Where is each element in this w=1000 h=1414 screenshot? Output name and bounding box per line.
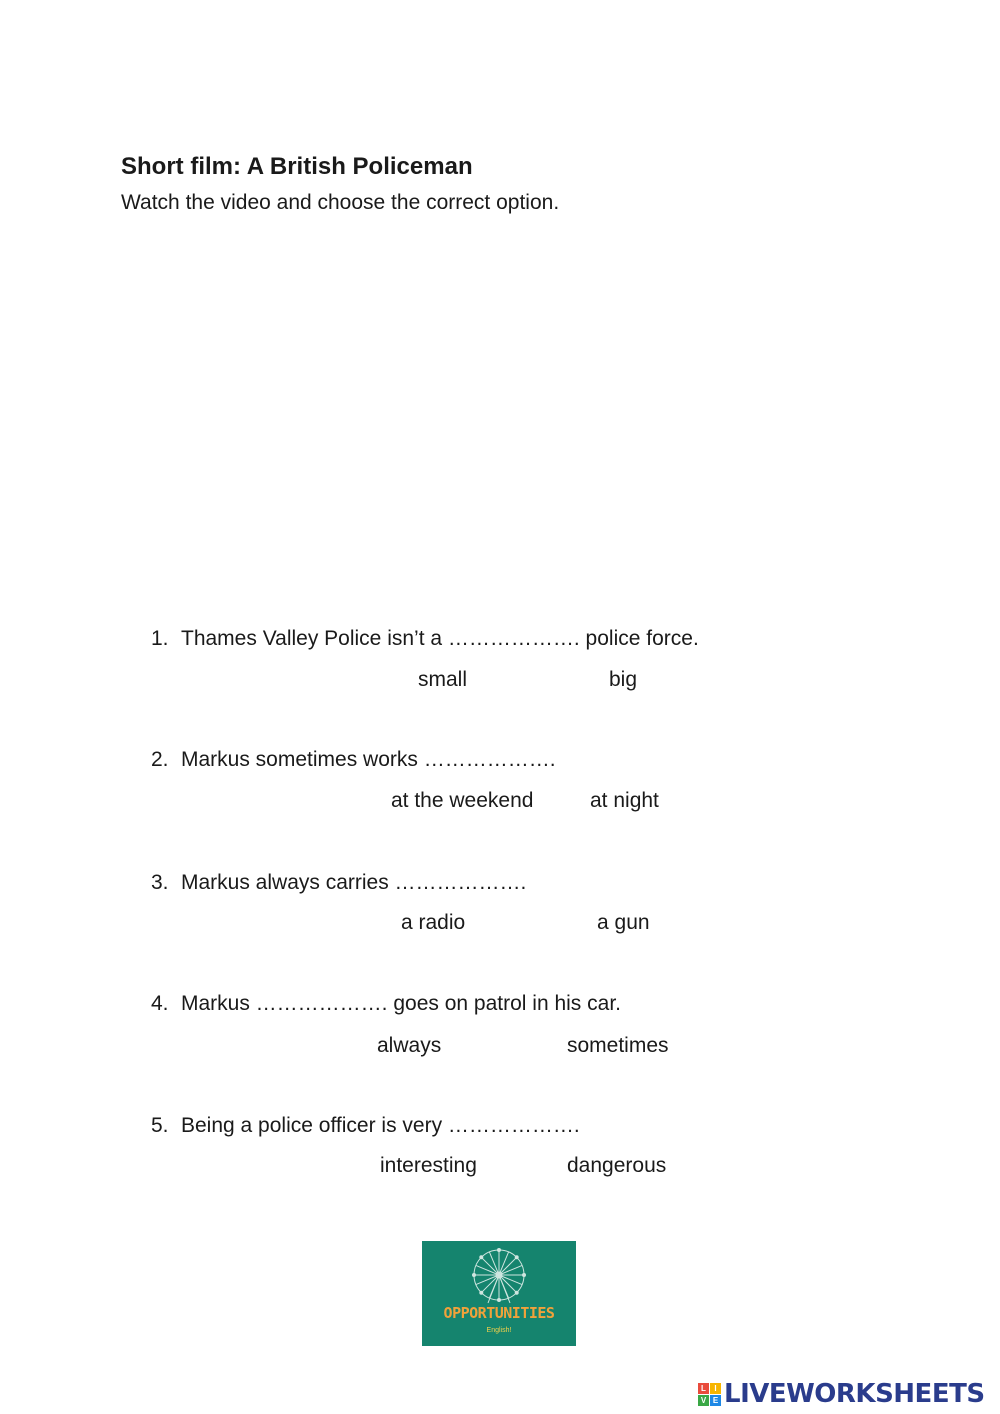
brand-block-letter: E xyxy=(710,1395,721,1406)
question-1 xyxy=(151,627,699,651)
worksheet-title: Short film: A British Policeman xyxy=(121,153,473,180)
instructions-text: Watch the video and choose the correct option. xyxy=(121,191,560,214)
question-number: 4. xyxy=(151,992,169,1015)
liveworksheets-brand xyxy=(698,1380,985,1408)
question-text: Markus always carries ………………. xyxy=(181,871,527,894)
brand-block-letter: L xyxy=(698,1383,709,1394)
question-text: Being a police officer is very ………………. xyxy=(181,1114,580,1137)
question-number: 2. xyxy=(151,748,169,771)
question-number: 1. xyxy=(151,627,169,650)
option-a-gun[interactable]: a gun xyxy=(597,911,650,934)
question-number: 5. xyxy=(151,1114,169,1137)
option-at-the-weekend[interactable]: at the weekend xyxy=(391,789,534,812)
option-at-night[interactable]: at night xyxy=(590,789,659,812)
option-dangerous[interactable]: dangerous xyxy=(567,1154,667,1177)
option-small[interactable]: small xyxy=(418,668,468,691)
question-text: Markus sometimes works ………………. xyxy=(181,748,556,771)
liveworksheets-blocks-icon xyxy=(698,1383,721,1406)
logo-title: OPPORTUNITIES xyxy=(443,1304,555,1322)
opportunities-logo xyxy=(422,1241,576,1346)
question-5 xyxy=(151,1114,580,1138)
question-3 xyxy=(151,871,526,895)
question-text: Markus ………………. goes on patrol in his car. xyxy=(181,992,621,1015)
option-always[interactable]: always xyxy=(377,1034,442,1057)
option-a-radio[interactable]: a radio xyxy=(401,911,466,934)
question-2 xyxy=(151,748,556,772)
option-big[interactable]: big xyxy=(609,668,638,691)
brand-block-letter: V xyxy=(698,1395,709,1406)
logo-subtitle: English! xyxy=(486,1327,512,1334)
brand-name: LIVEWORKSHEETS xyxy=(724,1379,985,1409)
brand-block-letter: I xyxy=(710,1383,721,1394)
question-number: 3. xyxy=(151,871,169,894)
option-sometimes[interactable]: sometimes xyxy=(567,1034,669,1057)
question-4 xyxy=(151,992,621,1016)
question-text: Thames Valley Police isn’t a ………………. police force. xyxy=(181,627,699,650)
option-interesting[interactable]: interesting xyxy=(380,1154,477,1177)
